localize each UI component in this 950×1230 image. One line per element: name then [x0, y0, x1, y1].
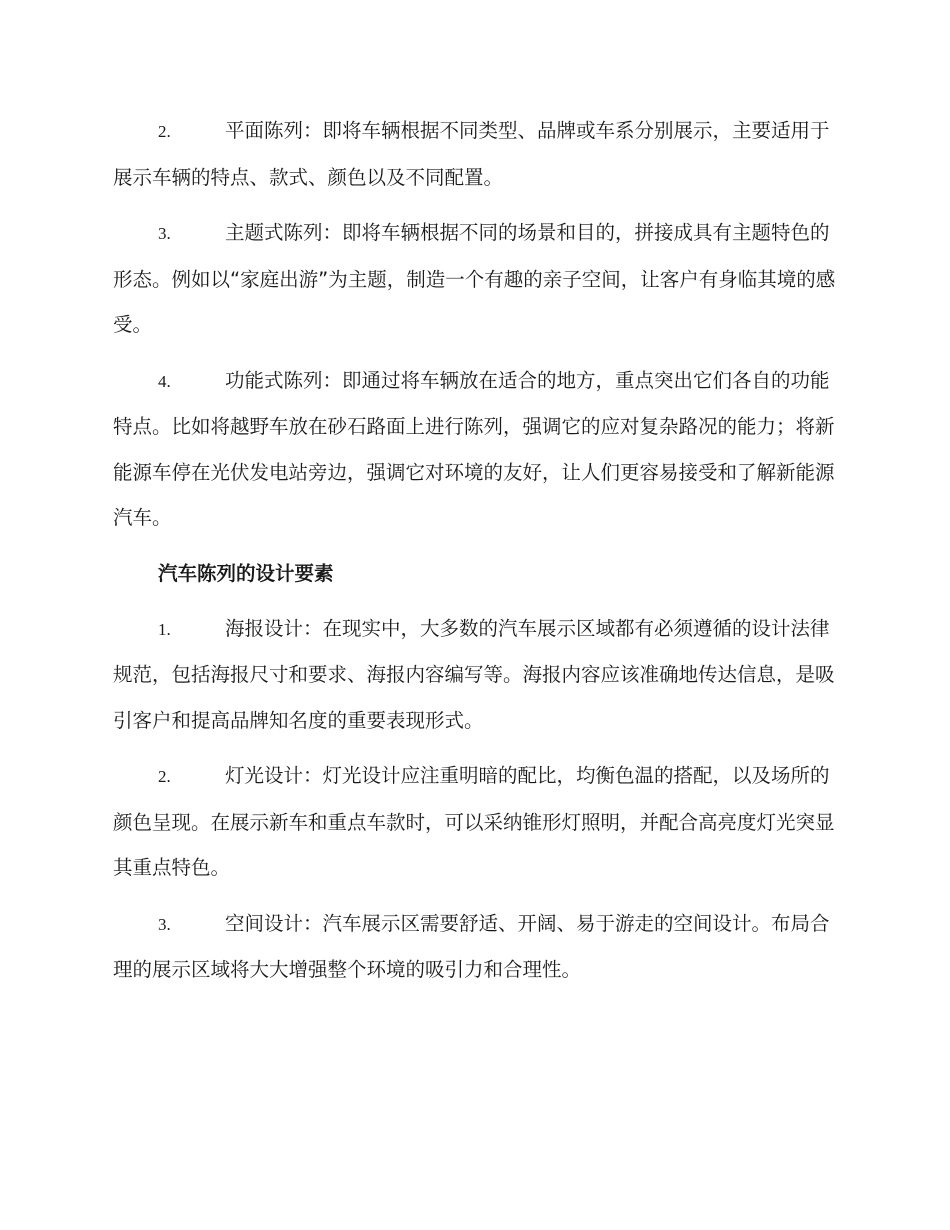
- list-item-function-display: [113, 358, 837, 541]
- list-text: 空间设计：汽车展示区需要舒适、开阔、易于游走的空间设计。布局合理的展示区域将大大增强整个环境的吸引力和合理性。: [113, 911, 830, 981]
- document-page: [113, 108, 837, 1003]
- list-item-flat-display: [113, 108, 837, 200]
- list-number: 2.: [158, 767, 171, 786]
- list-number: 1.: [158, 619, 171, 639]
- list-number: 2.: [158, 122, 171, 141]
- list-text: 主题式陈列：即将车辆根据不同的场景和目的，拼接成具有主题特色的形态。例如以“家庭出游”为主题，制造一个有趣的亲子空间，让客户有身临其境的感受。: [113, 221, 836, 336]
- list-text: 灯光设计：灯光设计应注重明暗的配比，均衡色温的搭配，以及场所的颜色呈现。在展示新车和重点车款时，可以采纳锥形灯照明，并配合高亮度灯光突显其重点特色。: [113, 764, 835, 879]
- list-number: 3.: [158, 224, 171, 243]
- list-text: 功能式陈列：即通过将车辆放在适合的地方，重点突出它们各自的功能特点。比如将越野车放在砂石路面上进行陈列，强调它的应对复杂路况的能力；将新能源车停在光伏发电站旁边，强调它对环境的友好，让人们更容易接受和了解新能源汽车。: [113, 368, 835, 529]
- list-number: 4.: [158, 371, 171, 391]
- list-item-theme-display: [113, 210, 837, 348]
- list-item-space-design: [113, 901, 837, 993]
- list-item-poster-design: [113, 606, 837, 744]
- list-text: 平面陈列：即将车辆根据不同类型、品牌或车系分别展示，主要适用于展示车辆的特点、款式、颜色以及不同配置。: [113, 119, 830, 189]
- list-number: 3.: [158, 914, 171, 934]
- section-heading: 汽车陈列的设计要素: [158, 561, 334, 585]
- list-text: 海报设计：在现实中，大多数的汽车展示区域都有必须遵循的设计法律规范，包括海报尺寸和要求、海报内容编写等。海报内容应该准确地传达信息，是吸引客户和提高品牌知名度的重要表现形式。: [113, 616, 835, 732]
- list-item-lighting-design: [113, 753, 837, 891]
